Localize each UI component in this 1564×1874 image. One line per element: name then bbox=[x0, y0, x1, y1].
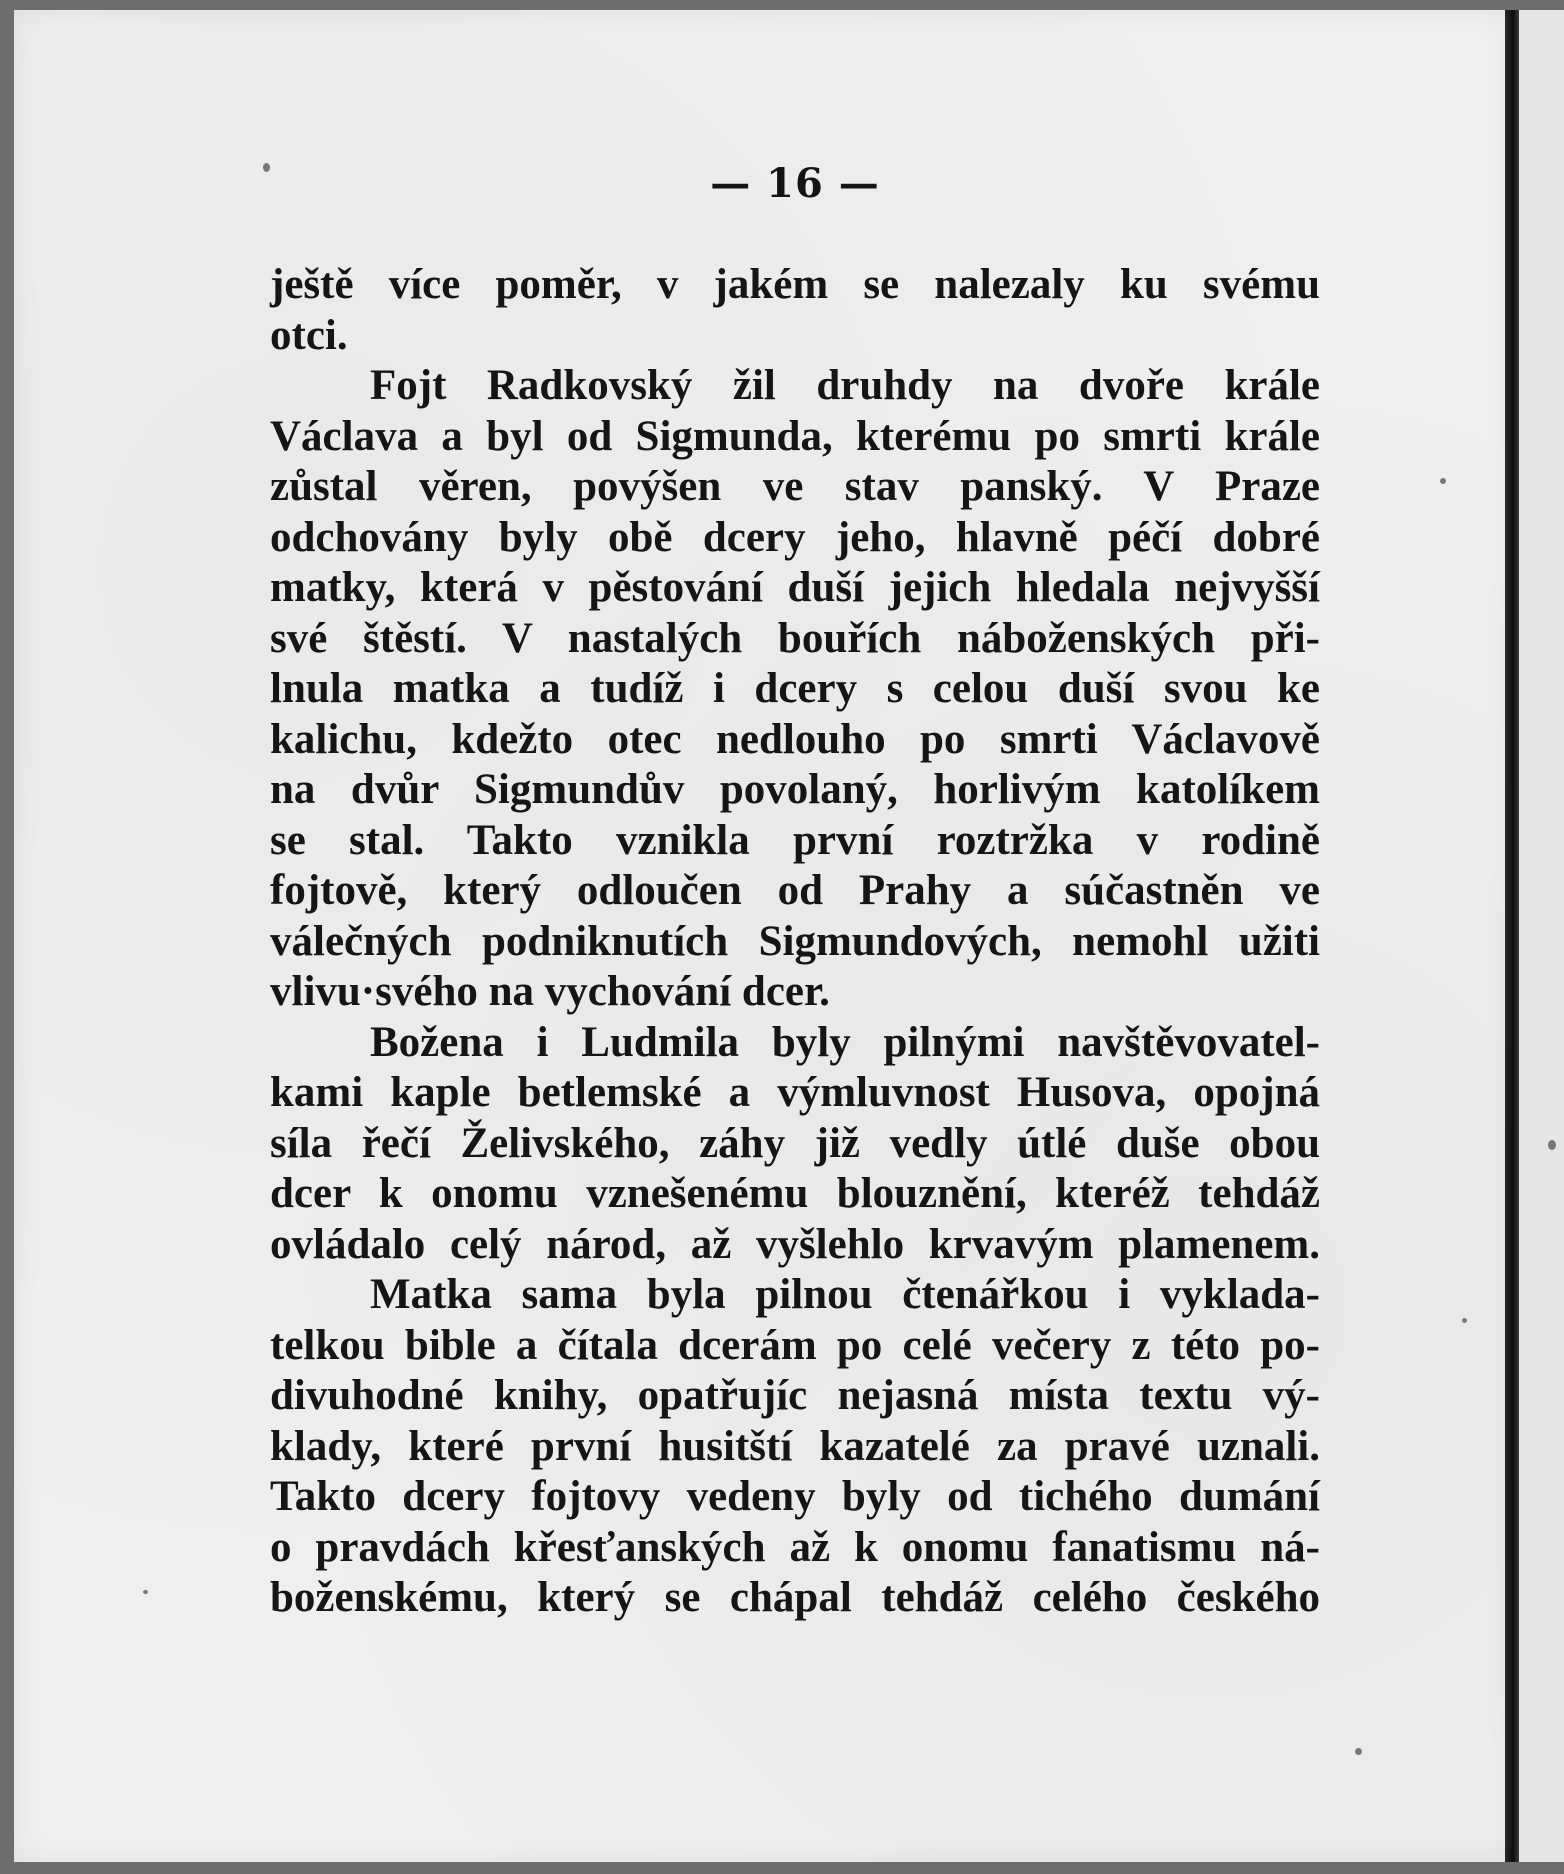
dust-speck bbox=[1440, 478, 1446, 484]
text-line: o pravdách křesťanských až k onomu fanatismu ná- bbox=[270, 1523, 1320, 1571]
text-line: síla řečí Želivského, záhy již vedly útlé duše obou bbox=[270, 1119, 1320, 1167]
text-line: ovládalo celý národ, až vyšlehlo krvavým plamenem. bbox=[270, 1220, 1320, 1268]
text-line: Fojt Radkovský žil druhdy na dvoře krále bbox=[370, 362, 1320, 409]
dust-speck bbox=[143, 1590, 148, 1594]
page-number: — 16 — bbox=[710, 160, 880, 207]
text-line: telkou bible a čítala dcerám po celé večery z této po- bbox=[270, 1321, 1320, 1369]
dust-speck bbox=[1548, 1140, 1556, 1150]
dust-speck bbox=[1462, 1318, 1467, 1323]
text-line: se stal. Takto vznikla první roztržka v rodině bbox=[270, 816, 1320, 864]
text-line: matky, která v pěstování duší jejich hledala nejvyšší bbox=[270, 564, 1320, 611]
text-line: na dvůr Sigmundův povolaný, horlivým katolíkem bbox=[270, 766, 1320, 813]
text-line: Božena i Ludmila byly pilnými navštěvovatel- bbox=[370, 1018, 1320, 1066]
text-line: lnula matka a tudíž i dcery s celou duší svou ke bbox=[270, 665, 1320, 712]
body-text bbox=[270, 260, 1320, 1624]
text-line: Václava a byl od Sigmunda, kterému po smrti krále bbox=[270, 412, 1320, 460]
text-line: Matka sama byla pilnou čtenářkou i vyklada- bbox=[370, 1271, 1320, 1318]
text-line: otci. bbox=[270, 311, 348, 359]
text-line: kalichu, kdežto otec nedlouho po smrti Václavově bbox=[270, 715, 1320, 763]
text-line: dcer k onomu vznešenému blouznění, kteréž tehdáž bbox=[270, 1170, 1320, 1217]
text-line: válečných podniknutích Sigmundových, nemohl užiti bbox=[270, 917, 1320, 965]
text-line: divuhodné knihy, opatřujíc nejasná místa textu vý- bbox=[270, 1372, 1320, 1419]
page-edge-shadow bbox=[1505, 10, 1519, 1862]
text-line: své štěstí. V nastalých bouřích náboženských při- bbox=[270, 614, 1320, 662]
dust-speck bbox=[1355, 1748, 1362, 1755]
text-line: boženskému, který se chápal tehdáž celého českého bbox=[270, 1574, 1320, 1621]
text-line: kami kaple betlemské a výmluvnost Husova, opojná bbox=[270, 1069, 1320, 1116]
text-line: fojtově, který odloučen od Prahy a súčastněn ve bbox=[270, 867, 1320, 914]
text-line: Takto dcery fojtovy vedeny byly od tichého dumání bbox=[270, 1473, 1320, 1520]
text-line: odchovány byly obě dcery jeho, hlavně péčí dobré bbox=[270, 513, 1320, 561]
text-line: ještě více poměr, v jakém se nalezaly ku svému bbox=[270, 261, 1320, 308]
text-line: vlivu·svého na vychování dcer. bbox=[270, 968, 830, 1015]
text-line: klady, které první husitští kazatelé za pravé uznali. bbox=[270, 1422, 1320, 1470]
text-line: zůstal věren, povýšen ve stav panský. V Praze bbox=[270, 463, 1320, 510]
